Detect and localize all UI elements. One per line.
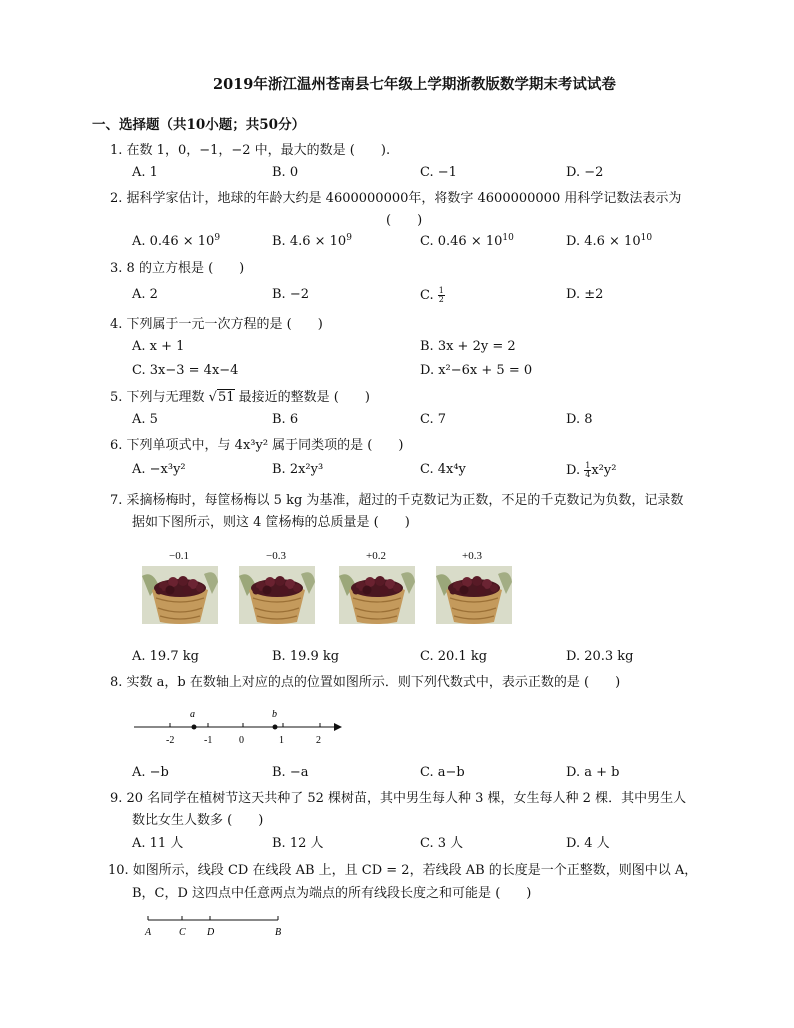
segment-diagram [140, 912, 290, 940]
q2-option-c-text: C. 0.46 × 10 [420, 234, 503, 249]
number-line-arrow [334, 723, 342, 731]
point-a-label: a [190, 709, 195, 720]
q7-option-a: A. 19.7 kg [132, 649, 199, 664]
q2-option-b-exp: 9 [346, 233, 352, 243]
bayberry-basket-image-2 [239, 566, 315, 624]
q4-option-b: B. 3x + 2y = 2 [420, 339, 516, 354]
page-title: 2019年浙江温州苍南县七年级上学期浙教版数学期末考试试卷 [213, 76, 616, 93]
question-10-stem-line2: B，C，D 这四点中任意两点为端点的所有线段长度之和可能是 ( ) [132, 886, 532, 901]
q3-fraction: $\frac{1}{2}$ [438, 286, 444, 304]
question-10-stem: 10. 如图所示，线段 CD 在线段 AB 上，且 CD = 2，若线段 AB 的长度是一个正整数，则图中以 A， [108, 863, 698, 878]
q6-option-b: B. 2x²y³ [272, 462, 324, 477]
q5-option-d: D. 8 [566, 412, 593, 427]
question-6-stem: 6. 下列单项式中，与 4x³y² 属于同类项的是 ( ) [110, 438, 404, 453]
q6-fraction: $\frac{1}{4}$ [585, 461, 591, 479]
q2-option-a-text: A. 0.46 × 10 [132, 234, 215, 249]
number-line-tick-label: 1 [279, 735, 284, 746]
q4-option-d: D. x²−6x + 5 = 0 [420, 363, 533, 378]
q1-option-c: C. −1 [420, 165, 457, 180]
q8-option-a: A. −b [132, 765, 169, 780]
q2-option-b [272, 234, 352, 250]
basket-label-3: +0.2 [366, 550, 386, 562]
q6-option-d [566, 462, 616, 479]
q4-option-a: A. x + 1 [132, 339, 185, 354]
q5-stem-a: 5. 下列与无理数 √ [110, 390, 217, 405]
question-7-stem: 7. 采摘杨梅时，每筐杨梅以 5 kg 为基准，超过的千克数记为正数，不足的千克数记为负数，记录数 [110, 493, 684, 508]
q4-option-c: C. 3x−3 = 4x−4 [132, 363, 239, 378]
q2-option-a [132, 234, 220, 250]
q2-option-c [420, 234, 514, 250]
question-7-stem-line2: 据如下图所示，则这 4 筐杨梅的总质量是 ( ) [132, 515, 410, 530]
question-8-stem: 8. 实数 a，b 在数轴上对应的点的位置如图所示．则下列代数式中，表示正数的是 ( ) [110, 675, 621, 690]
number-line-tick-label: -1 [204, 735, 213, 746]
q3-option-d: D. ±2 [566, 287, 604, 302]
number-line-tick-label: 2 [316, 735, 321, 746]
q5-option-b: B. 6 [272, 412, 299, 427]
q9-option-d: D. 4 人 [566, 836, 610, 851]
q8-option-c: C. a−b [420, 765, 465, 780]
bayberry-basket-image-1 [142, 566, 218, 624]
q2-option-b-text: B. 4.6 × 10 [272, 234, 347, 249]
basket-label-4: +0.3 [462, 550, 482, 562]
q3-option-c [420, 287, 445, 304]
q9-option-a: A. 11 人 [132, 836, 184, 851]
point-a-dot [192, 725, 197, 730]
number-line-diagram [130, 705, 350, 749]
q5-option-a: A. 5 [132, 412, 158, 427]
section-heading: 一、选择题（共10小题；共50分） [92, 117, 306, 133]
question-5-stem [110, 390, 370, 406]
segment-point-label: B [275, 927, 282, 938]
bayberry-basket-image-4 [436, 566, 512, 624]
segment-point-label: C [179, 927, 186, 938]
point-b-dot [273, 725, 278, 730]
q2-option-d-exp: 10 [640, 233, 653, 243]
number-line-tick-label: 0 [239, 735, 244, 746]
q8-option-b: B. −a [272, 765, 309, 780]
q9-option-c: C. 3 人 [420, 836, 464, 851]
question-9-stem: 9. 20 名同学在植树节这天共种了 52 棵树苗，其中男生每人种 3 棵，女生每人种 2 棵．其中男生人 [110, 791, 687, 806]
q2-option-d [566, 234, 652, 250]
question-9-stem-line2: 数比女生人数多 ( ) [132, 813, 264, 828]
q3-option-b: B. −2 [272, 287, 309, 302]
point-b-label: b [272, 709, 277, 720]
q5-option-c: C. 7 [420, 412, 447, 427]
q2-option-a-exp: 9 [214, 233, 221, 243]
question-2-paren: ( ) [386, 213, 423, 228]
q6-option-d-label: D. [566, 463, 581, 478]
q7-option-d: D. 20.3 kg [566, 649, 634, 664]
q3-option-c-label: C. [420, 288, 434, 303]
q1-option-d: D. −2 [566, 165, 604, 180]
q2-option-c-exp: 10 [502, 233, 514, 243]
q6-option-d-tail: x²y² [591, 463, 617, 478]
q3-option-a: A. 2 [132, 287, 158, 302]
q8-option-d: D. a + b [566, 765, 620, 780]
q7-option-b: B. 19.9 kg [272, 649, 340, 664]
q7-option-c: C. 20.1 kg [420, 649, 488, 664]
basket-label-2: −0.3 [266, 550, 286, 562]
basket-label-1: −0.1 [169, 550, 189, 562]
question-3-stem: 3. 8 的立方根是 ( ) [110, 261, 245, 276]
question-4-stem: 4. 下列属于一元一次方程的是 ( ) [110, 317, 323, 332]
q1-option-a: A. 1 [132, 165, 158, 180]
q6-option-c: C. 4x⁴y [420, 462, 466, 477]
q6-option-a: A. −x³y² [132, 462, 186, 477]
q5-radicand: 51 [217, 390, 235, 405]
question-2-stem: 2. 据科学家估计，地球的年龄大约是 4600000000年，将数字 4600000000 用科学记数法表示为 [110, 191, 682, 206]
q9-option-b: B. 12 人 [272, 836, 324, 851]
bayberry-basket-image-3 [339, 566, 415, 624]
q5-stem-b: 最接近的整数是 ( ) [234, 390, 370, 405]
q1-option-b: B. 0 [272, 165, 299, 180]
q2-option-d-text: D. 4.6 × 10 [566, 234, 641, 249]
number-line-tick-label: -2 [166, 735, 175, 746]
question-1-stem: 1. 在数 1，0，−1，−2 中，最大的数是 ( ). [110, 143, 391, 158]
segment-point-label: D [207, 927, 215, 938]
segment-point-label: A [145, 927, 152, 938]
